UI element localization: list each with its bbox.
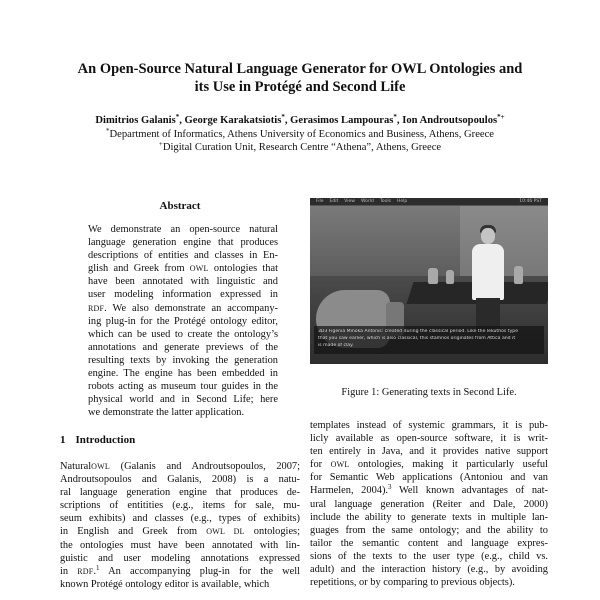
- second-life-menubar: [310, 198, 548, 206]
- avatar-head: [481, 228, 495, 244]
- introduction-body: [60, 460, 300, 591]
- text-line: guistic and user modeling annotations expressed: [60, 552, 300, 564]
- text-line: robots acting as museum tour guides in the: [88, 381, 278, 393]
- text-line: RDF. We also demonstrate an accompany-: [88, 302, 278, 314]
- text-line: guages from the same ontology; and the ability to: [310, 524, 548, 536]
- menubar-item: World: [360, 199, 374, 204]
- affiliation-1: [0, 128, 600, 142]
- text-line: scriptions of entitities (e.g., items for sale, mu-: [60, 500, 300, 512]
- text-line: Harmelen, 2004).$^3$ Well known advantages of nat-: [310, 483, 548, 497]
- right-column-body: [310, 419, 548, 589]
- author-affiliation-mark: *+: [497, 113, 505, 121]
- scene-exhibit: [514, 266, 523, 284]
- text-line: the ontologies must have been annotated with lin-: [60, 539, 300, 551]
- author-name: George Karakatsiotis: [184, 115, 282, 126]
- text-line: in English and Greek from OWL DL ontologies;: [60, 526, 300, 538]
- section-number: 1: [60, 434, 66, 446]
- author-name: Ion Androutsopoulos: [402, 115, 498, 126]
- text-line: licly available as open-source software, it is writ-: [310, 433, 548, 445]
- text-line: Androutsopoulos and Galanis, 2008) is a natu-: [60, 474, 300, 486]
- affiliation-mark: *: [105, 126, 110, 135]
- footnote-marker: 3: [388, 483, 392, 492]
- scene-exhibit: [446, 270, 454, 284]
- text-line: ural language generation (Reiter and Dale, 2000): [310, 498, 548, 510]
- small-caps-term: OWL: [189, 264, 209, 274]
- text-line: include the ability to generate texts in multiple lan-: [310, 511, 548, 523]
- text-line: NaturalOWL (Galanis and Androutsopoulos, 2007;: [60, 461, 300, 472]
- author-name: Gerasimos Lampouras: [290, 115, 394, 126]
- menubar-item: View: [344, 199, 355, 204]
- text-line: we demonstrate the latter application.: [88, 407, 245, 419]
- text-line: known Protégé ontology editor is available, which: [60, 578, 270, 590]
- authors-block: [0, 114, 600, 155]
- author-affiliation-mark: *: [281, 113, 285, 121]
- figure-second-life-screenshot: [310, 198, 548, 364]
- text-line: language generation engine that produces: [88, 237, 278, 249]
- section-title: Introduction: [75, 434, 136, 446]
- menubar-clock: 10:46 PST: [519, 199, 542, 204]
- scene-exhibit: [428, 268, 438, 284]
- menubar-item: Edit: [329, 199, 339, 204]
- affiliation-2: [0, 141, 600, 155]
- text-line: for OWL ontologies, making it particularly useful: [310, 459, 548, 471]
- chat-overlay-line: is made of clay.: [318, 343, 354, 348]
- title-line-2: its Use in Protégé and Second Life: [194, 79, 406, 95]
- affiliation-text: Digital Curation Unit, Research Centre “Athena”, Athens, Greece: [162, 142, 442, 153]
- text-line: templates instead of systemic grammars, it is pub-: [310, 420, 548, 431]
- text-line: adult) and the interaction history (e.g., by avoiding: [310, 564, 548, 576]
- text-line: glish and Greek from OWL ontologies that: [88, 263, 278, 275]
- figure-caption: Figure 1: Generating texts in Second Life.: [341, 387, 517, 398]
- abstract-heading: Abstract: [159, 200, 201, 212]
- text-line: descriptions of entities and classes in En-: [88, 250, 278, 262]
- text-line: have been annotated with linguistic and: [88, 276, 278, 288]
- text-line: resulting texts by invoking the generation: [88, 354, 278, 366]
- text-line: ral language generation engine that produces de-: [60, 487, 300, 499]
- text-line: engine. The engine has been embedded in: [88, 368, 278, 380]
- text-line: physical world and in Second Life; here: [88, 394, 278, 406]
- small-caps-term: OWL: [330, 460, 350, 470]
- paper-title: [0, 60, 600, 96]
- section-heading-introduction: [60, 434, 300, 446]
- text-line: annotations and generate previews of the: [88, 341, 278, 353]
- author-names: Dimitrios Galanis*, George Karakatsiotis*, Gerasimos Lampouras*, Ion Androutsopoulos*+: [95, 113, 505, 126]
- chat-overlay-line: 3D3 Figenia Minoka Antonis: created during the classical period. Like the lekuthos type: [318, 329, 519, 334]
- text-line: which can be used to create the ontology’s: [88, 328, 278, 340]
- text-line: seum exhibits) and classes (e.g., types of exhibits): [60, 513, 300, 525]
- text-line: user modeling information expressed in: [88, 289, 278, 301]
- author-affiliation-mark: *: [175, 113, 180, 121]
- chat-overlay-line: that you saw earlier, which is also classical, this stamnos originates from Attica and it: [318, 336, 516, 341]
- text-line: ing plug-in for the Protégé ontology editor,: [88, 315, 278, 327]
- text-line: We demonstrate an open-source natural: [88, 224, 278, 235]
- menubar-item: File: [316, 199, 324, 204]
- small-caps-term: RDF: [88, 303, 105, 313]
- footnote-marker: 1: [96, 563, 100, 572]
- affiliation-text: Department of Informatics, Athens University of Economics and Business, Athens, Greece: [109, 128, 495, 140]
- title-line-1: An Open-Source Natural Language Generator for OWL Ontologies and: [77, 61, 523, 77]
- small-caps-term: RDF: [77, 566, 94, 576]
- text-line: repetitions, or by comparing to previous objects).: [310, 577, 515, 589]
- author-affiliation-mark: *: [393, 113, 397, 121]
- abstract-body: [88, 223, 278, 419]
- small-caps-term: OWL: [91, 462, 110, 471]
- small-caps-term: OWL DL: [206, 527, 245, 537]
- affiliation-mark: +: [158, 140, 163, 148]
- menubar-item: Help: [396, 199, 408, 204]
- author-name: Dimitrios Galanis: [95, 115, 176, 126]
- menubar-item: Tools: [379, 199, 391, 204]
- text-line: sions of the texts to the user type (e.g., child vs.: [310, 550, 548, 562]
- text-line: for Semantic Web applications (Antoniou and van: [310, 472, 548, 484]
- text-line: ten entirely in Java, and it provides native support: [310, 446, 548, 458]
- avatar-body: [472, 244, 504, 300]
- text-line: tailor the semantic content and language expres-: [310, 537, 548, 549]
- text-line: in RDF.$^1$ An accompanying plug-in for the well: [60, 563, 301, 577]
